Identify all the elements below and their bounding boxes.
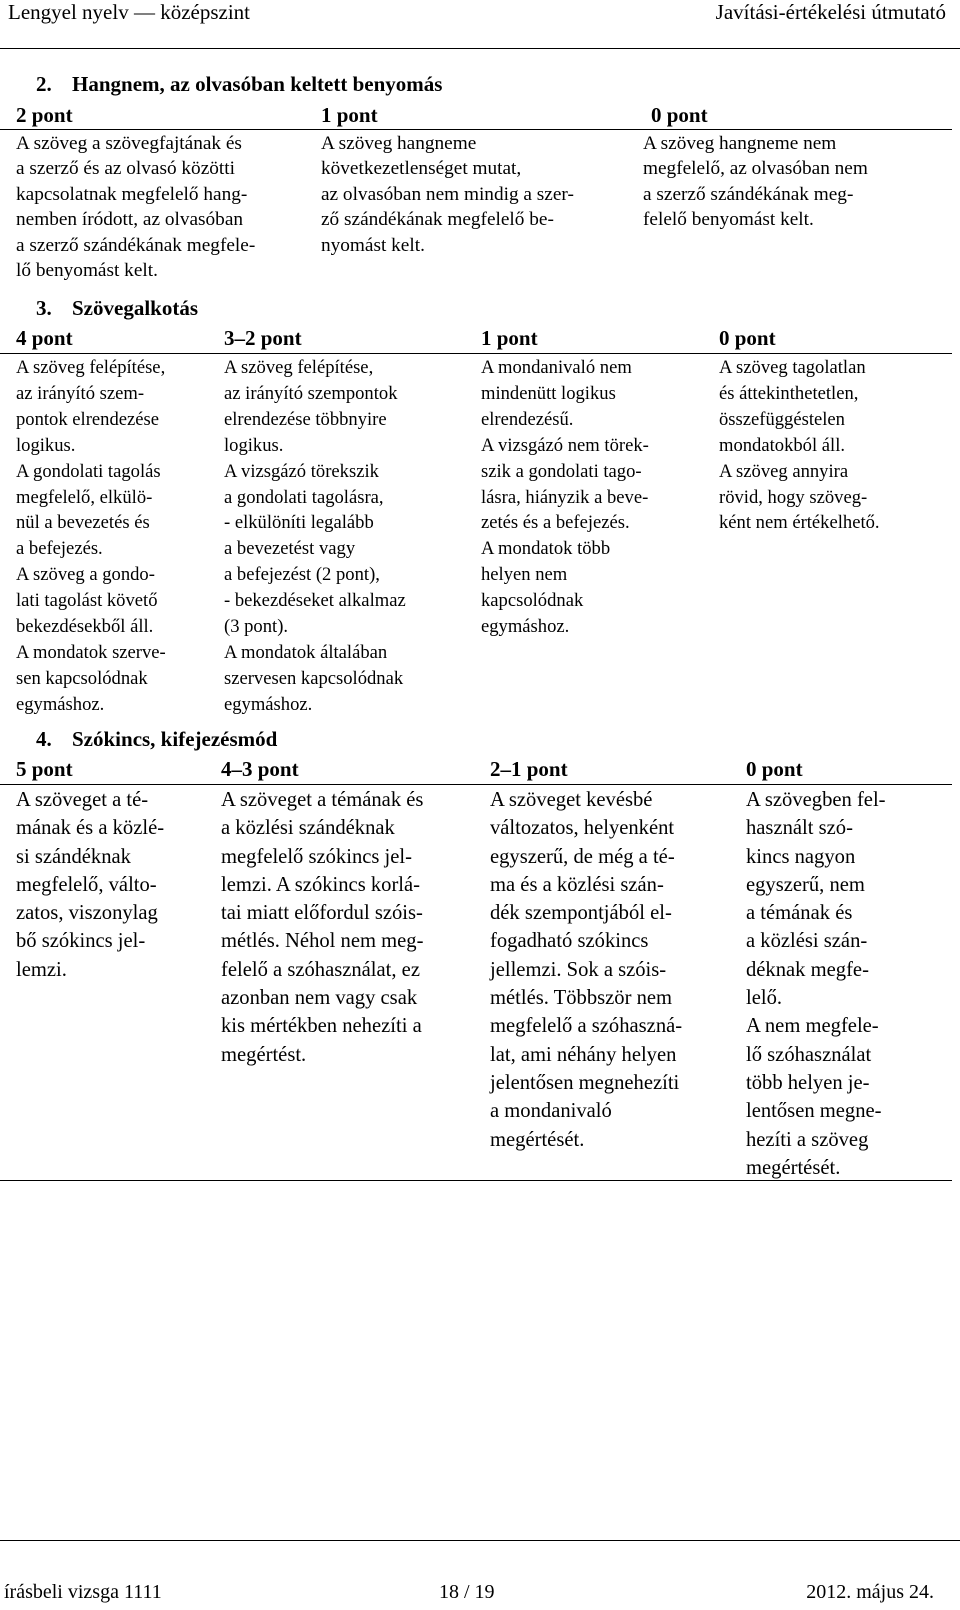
criteria-cell: A szöveg a szövegfajtának és a szerző és az olvasó közötti kapcsolatnak megfelelő hang- nemben íródott, az olvasóban a szerző szándékának megfele- lő benyomást kelt. bbox=[16, 133, 256, 282]
score-header: 3–2 pont bbox=[224, 326, 302, 350]
section-number: 2. bbox=[36, 72, 52, 96]
header-guide-title: Javítási-értékelési útmutató bbox=[715, 0, 946, 24]
criteria-cell: A szöveget a té- mának és a közlé- si szándéknak megfelelő, válto- zatos, viszonylag bő szókincs jel- lemzi. bbox=[16, 789, 165, 981]
page-footer bbox=[0, 1540, 960, 1610]
criteria-cell: A szövegben fel- használt szó- kincs nagyon egyszerű, nem a témának és a közlési szán- déknak megfe- lelő. A nem megfele- lő szóhasználat több helyen je- lentősen megne- hezíti a szöveg megértését. bbox=[746, 789, 886, 1179]
footer-date: 2012. május 24. bbox=[806, 1581, 934, 1603]
criteria-cell: A szöveget kevésbé változatos, helyenként egyszerű, de még a té- ma és a közlési szán- dék szempontjából el- fogadható szókincs jellemzi. Sok a szóis- métlés. Többször nem megfelelő a szóhaszná- lat, ami néhány helyen jelentősen megnehezíti a mondanivaló megértését. bbox=[490, 789, 683, 1151]
score-header: 0 pont bbox=[719, 326, 776, 350]
section-number: 3. bbox=[36, 296, 52, 320]
section-title bbox=[36, 72, 442, 97]
section-title bbox=[36, 296, 198, 321]
criteria-cell: A szöveget a témának és a közlési szándéknak megfelelő szókincs jel- lemzi. A szókincs korlá- tai miatt előfordul szóis- métlés. Néhol nem meg- felelő a szóhasználat, ez azonban nem vagy csak kis mértékben nehezíti a megértést. bbox=[221, 789, 424, 1066]
header-subject: Lengyel nyelv — középszint bbox=[8, 0, 251, 24]
footer-exam-code: írásbeli vizsga 1111 bbox=[4, 1581, 162, 1603]
criteria-cell: A mondanivaló nem mindenütt logikus elrendezésű. A vizsgázó nem törek- szik a gondolati tago- lásra, hiányzik a beve- zetés és a befejezés. A mondatok több helyen nem kapcsolódnak egymáshoz. bbox=[481, 357, 649, 638]
score-header: 2–1 pont bbox=[490, 757, 568, 781]
score-header: 5 pont bbox=[16, 757, 73, 781]
section-number: 4. bbox=[36, 727, 52, 751]
criteria-cell: A szöveg hangneme következetlenséget mutat, az olvasóban nem mindig a szer- ző szándékának megfelelő be- nyomást kelt. bbox=[321, 133, 574, 256]
criteria-cell: A szöveg felépítése, az irányító szem- pontok elrendezése logikus. A gondolati tagolás megfelelő, elkülö- nül a bevezetés és a befejezés. A szöveg a gondo- lati tagolást követő bekezdésekből áll. A mondatok szerve- sen kapcsolódnak egymáshoz. bbox=[16, 357, 166, 715]
score-header: 2 pont bbox=[16, 103, 73, 127]
score-header: 4–3 pont bbox=[221, 757, 299, 781]
score-header: 0 pont bbox=[651, 103, 708, 127]
criteria-cell: A szöveg hangneme nem megfelelő, az olvasóban nem a szerző szándékának meg- felelő benyomást kelt. bbox=[643, 133, 868, 231]
score-header: 1 pont bbox=[321, 103, 378, 127]
section-title bbox=[36, 727, 277, 752]
section-bottom-rule bbox=[0, 1180, 952, 1181]
section-title-text: Szókincs, kifejezésmód bbox=[72, 727, 278, 751]
score-header-row bbox=[0, 326, 952, 354]
score-header: 4 pont bbox=[16, 326, 73, 350]
score-header: 0 pont bbox=[746, 757, 803, 781]
score-header-row bbox=[0, 757, 952, 785]
score-header: 1 pont bbox=[481, 326, 538, 350]
score-header-row bbox=[0, 103, 952, 130]
criteria-cell: A szöveg felépítése, az irányító szempontok elrendezése többnyire logikus. A vizsgázó törekszik a gondolati tagolásra, - elkülöníti legalább a bevezetést vagy a befejezést (2 pont), - bekezdéseket alkalmaz (3 pont). A mondatok általában szervesen kapcsolódnak egymáshoz. bbox=[224, 357, 406, 715]
section-title-text: Szövegalkotás bbox=[72, 296, 198, 320]
page-header bbox=[0, 0, 960, 49]
section-title-text: Hangnem, az olvasóban keltett benyomás bbox=[72, 72, 443, 96]
footer-page-number: 18 / 19 bbox=[439, 1581, 495, 1603]
criteria-cell: A szöveg tagolatlan és áttekinthetetlen, összefüggéstelen mondatokból áll. A szöveg annyira rövid, hogy szöveg- ként nem értékelhető. bbox=[719, 357, 880, 534]
